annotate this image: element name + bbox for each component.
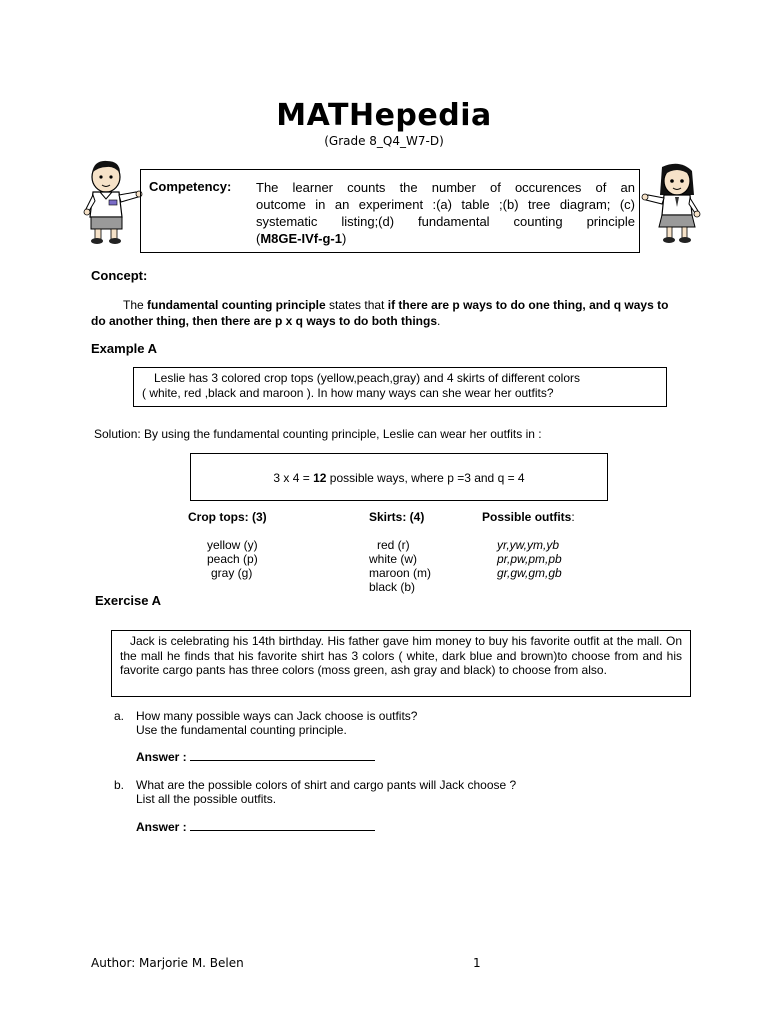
question-a-line-2: Use the fundamental counting principle.	[136, 723, 347, 737]
answer-a-blank[interactable]	[190, 749, 375, 761]
question-b-marker: b.	[114, 778, 125, 792]
outfit-item: yr,yw,ym,yb	[497, 538, 560, 552]
competency-code-close: )	[341, 231, 347, 246]
concept-text	[91, 297, 681, 329]
example-a-problem-line-1: Leslie has 3 colored crop tops (yellow,peach,gray) and 4 skirts of different colors	[154, 371, 580, 385]
outfits-list	[497, 538, 562, 580]
page-subtitle: (Grade 8_Q4_W7-D)	[324, 134, 444, 148]
page-title: MATHepedia	[276, 98, 492, 133]
outfits-header	[482, 510, 575, 524]
crop-tops-list	[207, 538, 258, 580]
outfit-item: gr,gw,gm,gb	[497, 566, 562, 580]
competency-line-2: outcome in an experiment :(a) table ;(b) tree diagram; (c)	[256, 197, 635, 212]
formula-result: 12	[313, 471, 327, 485]
exercise-a-problem: Jack is celebrating his 14th birthday. His father gave him money to buy his favorite outfit at the mall. On the mall he finds that his favorite shirt has 3 colors ( white, dark blue and brown)to choose from and his favorite cargo pants has three colors (moss green, ash gray and black) to choose from also.	[120, 634, 682, 677]
question-b-line-1: What are the possible colors of shirt and cargo pants will Jack choose ?	[136, 778, 517, 792]
competency-code: M8GE-IVf-g-1	[260, 231, 342, 246]
answer-a-label: Answer :	[136, 750, 187, 764]
exercise-a-heading: Exercise A	[95, 593, 162, 608]
concept-bold-term: fundamental counting principle	[147, 298, 326, 312]
answer-b	[136, 819, 375, 834]
example-a-solution: Solution: By using the fundamental counting principle, Leslie can wear her outfits in :	[94, 427, 542, 441]
competency-code-line	[256, 230, 635, 247]
question-b	[136, 778, 516, 806]
competency-line-3: systematic listing;(d) fundamental counting principle	[256, 214, 635, 229]
competency-code-open: (	[256, 231, 261, 246]
footer-page-number: 1	[473, 956, 481, 970]
answer-a	[136, 749, 375, 764]
formula-post: possible ways, where p =3 and q = 4	[326, 471, 525, 485]
example-a-heading: Example A	[91, 341, 157, 356]
example-a-problem-box	[133, 367, 667, 407]
answer-b-label: Answer :	[136, 820, 187, 834]
crop-item: yellow (y)	[207, 538, 258, 552]
formula-pre: 3 x 4 =	[273, 471, 314, 485]
skirts-list	[369, 538, 431, 594]
concept-bold-rule: if there are p ways to do one thing, and q ways to do another thing, then there are p x q ways to do both things	[91, 298, 669, 328]
skirt-item: red (r)	[377, 538, 410, 552]
outfits-header-label: Possible outfits	[482, 510, 572, 524]
boy-student-illustration	[80, 157, 144, 245]
crop-item: peach (p)	[207, 552, 258, 566]
question-a-marker: a.	[114, 709, 125, 723]
outfit-item: pr,pw,pm,pb	[497, 552, 562, 566]
crop-item: gray (g)	[211, 566, 253, 580]
concept-text-1: The	[123, 298, 148, 312]
skirts-header: Skirts: (4)	[369, 510, 425, 524]
question-a	[136, 709, 417, 737]
outfits-header-colon: :	[571, 510, 575, 524]
footer-author: Author: Marjorie M. Belen	[91, 956, 244, 970]
answer-b-blank[interactable]	[190, 819, 375, 831]
competency-label: Competency:	[149, 179, 232, 194]
competency-line-1: The learner counts the number of occurences of an	[256, 180, 635, 195]
skirt-item: maroon (m)	[369, 566, 432, 580]
skirt-item: black (b)	[369, 580, 416, 594]
concept-heading: Concept:	[91, 268, 148, 283]
question-b-line-2: List all the possible outfits.	[136, 792, 277, 806]
concept-text-2: states that	[325, 298, 388, 312]
formula-box	[190, 453, 608, 501]
crop-tops-header: Crop tops: (3)	[188, 510, 267, 524]
skirt-item: white (w)	[369, 552, 418, 566]
exercise-a-problem-box	[111, 630, 691, 697]
concept-text-3: .	[437, 314, 441, 328]
example-a-problem-line-2: ( white, red ,black and maroon ). In how many ways can she wear her outfits?	[142, 386, 554, 400]
question-a-line-1: How many possible ways can Jack choose is outfits?	[136, 709, 418, 723]
competency-text	[256, 179, 635, 247]
girl-student-illustration	[640, 161, 706, 245]
